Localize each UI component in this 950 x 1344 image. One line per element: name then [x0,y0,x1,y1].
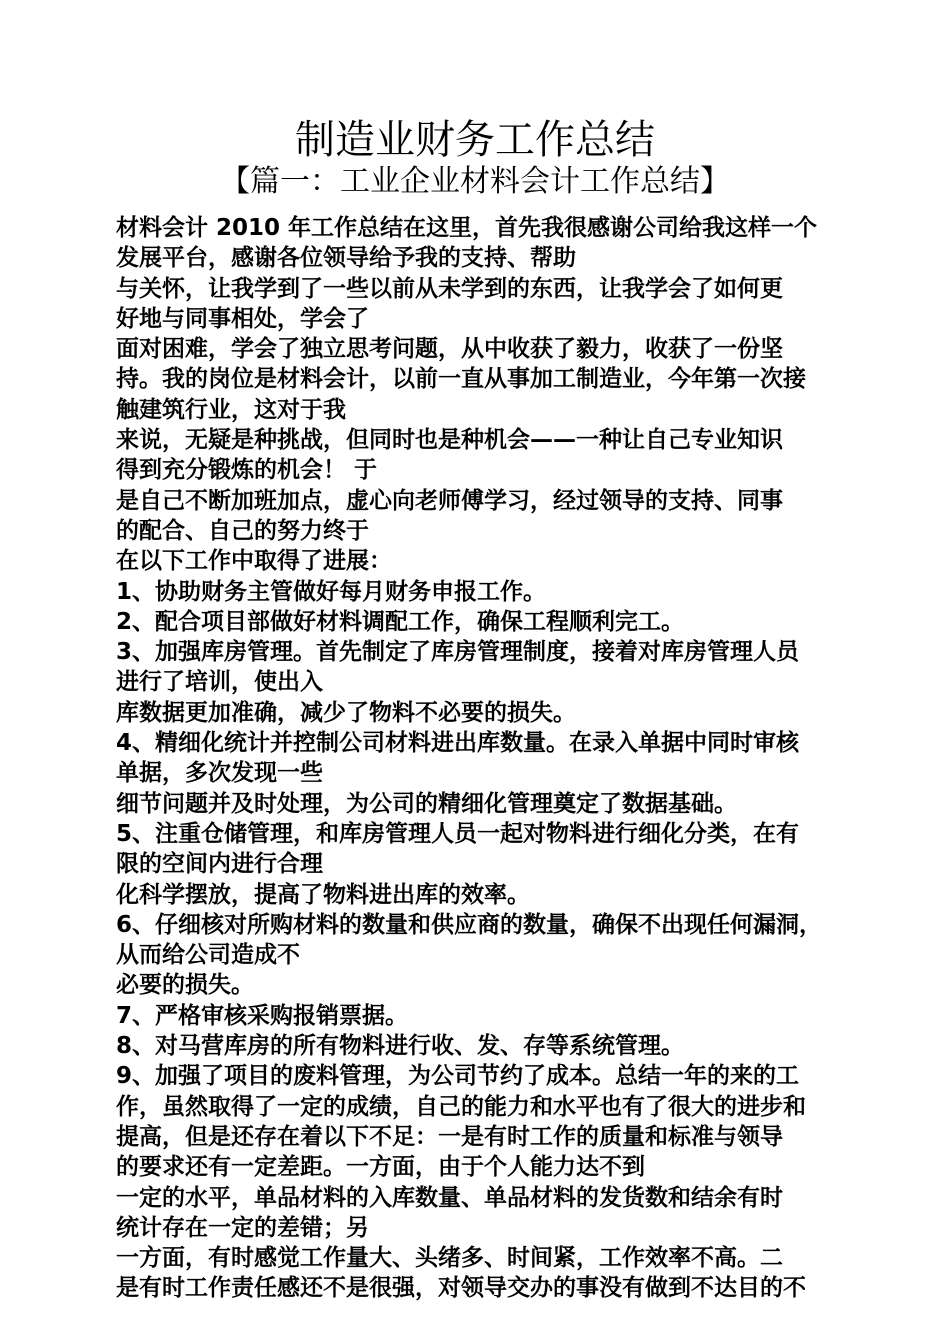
body-text-line: 好地与同事相处，学会了 [116,305,369,332]
body-text-line: 持。我的岗位是材料会计，以前一直从事加工制造业，今年第一次接 [116,366,806,393]
body-text-line: 进行了培训，使出入 [116,669,323,696]
body-text-line: 库数据更加准确，减少了物料不必要的损失。 [116,699,576,726]
body-text-line: 一方面，有时感觉工作量大、头绪多、时间紧，工作效率不高。二 [116,1245,783,1272]
body-text-line: 4、精细化统计并控制公司材料进出库数量。在录入单据中同时审核 [116,730,800,757]
body-text-line: 的要求还有一定差距。一方面，由于个人能力达不到 [116,1154,645,1181]
body-text-line: 统计存在一定的差错；另 [116,1214,369,1241]
body-text-line: 限的空间内进行合理 [116,851,323,878]
body-text-line: 面对困难，学会了独立思考问题，从中收获了毅力，收获了一份坚 [116,336,783,363]
body-text-line: 发展平台，感谢各位领导给予我的支持、帮助 [116,245,576,272]
body-text-line: 与关怀，让我学到了一些以前从未学到的东西，让我学会了如何更 [116,275,783,302]
body-text-line: 是自己不断加班加点，虚心向老师傅学习，经过领导的支持、同事 [116,487,783,514]
body-text-line: 是有时工作责任感还不是很强，对领导交办的事没有做到不达目的不 [116,1275,806,1302]
body-text-line: 材料会计 2010 年工作总结在这里，首先我很感谢公司给我这样一个 [116,215,818,241]
document-body [116,213,856,1304]
body-text-line: 的配合、自己的努力终于 [116,517,369,544]
body-text-line: 6、仔细核对所购材料的数量和供应商的数量，确保不出现任何漏洞， [116,911,823,938]
body-text-line: 2、配合项目部做好材料调配工作，确保工程顺利完工。 [116,608,685,635]
body-text-line: 9、加强了项目的废料管理，为公司节约了成本。总结一年的来的工 [116,1063,800,1090]
body-text-line: 必要的损失。 [116,972,254,999]
body-text-line: 得到充分锻炼的机会！ 于 [116,457,378,484]
body-text-line: 从而给公司造成不 [116,942,300,969]
body-text-line: 8、对马营库房的所有物料进行收、发、存等系统管理。 [116,1033,685,1060]
body-text-line: 提高，但是还存在着以下不足：一是有时工作的质量和标准与领导 [116,1123,783,1150]
body-text-line: 1、协助财务主管做好每月财务申报工作。 [116,578,547,605]
body-text-line: 细节问题并及时处理，为公司的精细化管理奠定了数据基础。 [116,790,737,817]
body-text-line: 3、加强库房管理。首先制定了库房管理制度，接着对库房管理人员 [116,639,800,666]
body-text-line: 单据，多次发现一些 [116,760,323,787]
body-text-line: 触建筑行业，这对于我 [116,396,346,423]
body-text-line: 一定的水平，单品材料的入库数量、单品材料的发货数和结余有时 [116,1184,783,1211]
body-text-line: 7、严格审核采购报销票据。 [116,1002,409,1029]
document-subtitle: 【篇一：工业企业材料会计工作总结】 [220,164,730,199]
body-text-line: 化科学摆放，提高了物料进出库的效率。 [116,881,530,908]
body-text-line: 在以下工作中取得了进展： [116,548,392,575]
document-title: 制造业财务工作总结 [295,117,655,163]
body-text-line: 5、注重仓储管理，和库房管理人员一起对物料进行细化分类，在有 [116,820,800,847]
body-text-line: 作，虽然取得了一定的成绩，自己的能力和水平也有了很大的进步和 [116,1093,806,1120]
body-text-line: 来说，无疑是种挑战，但同时也是种机会——一种让自己专业知识 [116,427,783,454]
